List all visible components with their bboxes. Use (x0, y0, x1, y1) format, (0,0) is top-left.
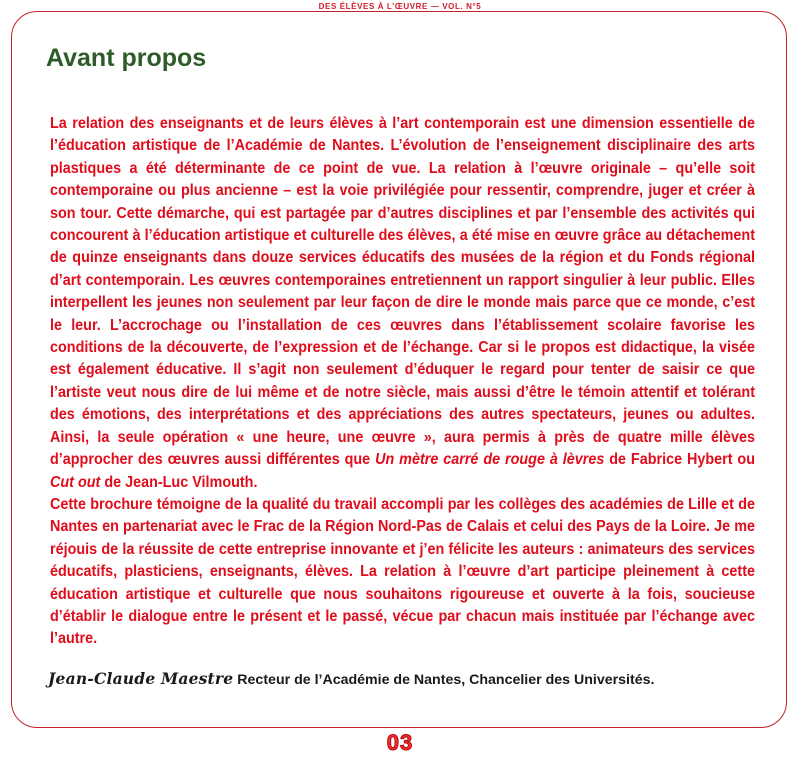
running-header (0, 2, 800, 11)
paragraph-1-text-end: de Jean-Luc Vilmouth. (100, 473, 258, 491)
page-title: Avant propos (46, 44, 207, 72)
artwork-title-1: Un mètre carré de rouge à lèvres (375, 451, 605, 469)
paragraph-1 (50, 113, 755, 494)
page-number: 03 (370, 730, 430, 756)
artwork-title-2: Cut out (50, 473, 101, 491)
running-header-text: DES ÉLÈVES À L’ŒUVRE — VOL. N°5 (313, 2, 488, 11)
body-text (50, 113, 755, 651)
signature-name: Jean-Claude Maestre (48, 669, 234, 688)
paragraph-2: Cette brochure témoigne de la qualité du travail accompli par les collèges des académies de Lille et de Nantes en partenariat avec le Frac de la Région Nord-Pas de Calais et celui des Pays de la Loire. Je me réjouis de la réussite de cette entreprise innovante et j’en félicite les auteurs : animateurs des services éducatifs, plasticiens, enseignants, élèves. La relation à l’œuvre d’art participe pleinement à cette éducation artistique et culturelle que nous souhaitons rigoureuse et ouverte à la fois, soucieuse d’établir le dialogue entre le présent et le passé, vécue par chacun mais instituée par l’échange avec l’autre. (50, 495, 755, 648)
signature-title: Recteur de l’Académie de Nantes, Chancelier des Universités. (233, 672, 655, 688)
signature-line (48, 669, 654, 688)
paragraph-1-text: La relation des enseignants et de leurs élèves à l’art contemporain est une dimension essentielle de l’éducation artistique de l’Académie de Nantes. L’évolution de l’enseignement disciplinaire des arts plastiques a été déterminante de ce point de vue. La relation à l’œuvre originale – qu’elle soit contemporaine ou plus ancienne – est la voie privilégiée pour ressentir, comprendre, juger et créer à son tour. Cette démarche, qui est partagée par d’autres disciplines et par l’ensemble des activités qui concourent à l’éducation artistique et culturelle des élèves, a été mise en œuvre grâce au détachement de quinze enseignants dans douze services éducatifs des musées de la région et du Fonds régional d’art contemporain. Les œuvres contemporaines entretiennent un rapport singulier à leur public. Elles interpellent les jeunes non seulement par leur façon de dire le monde mais parce que ce monde, c’est le leur. L’accrochage ou l’installation de ces œuvres dans l’établissement scolaire favorise les conditions de la découverte, de l’expression et de l’échange. Car si le propos est didactique, la visée est également éducative. Il s’agit non seulement d’éduquer le regard pour tenter de saisir ce que l’artiste veut nous dire de lui même et de notre siècle, mais aussi d’être le témoin attentif et tolérant des émotions, des interprétations et des appréciations des autres spectateurs, jeunes ou adultes. Ainsi, la seule opération « une heure, une œuvre », aura permis à près de quatre mille élèves d’approcher des œuvres aussi différentes que (50, 115, 755, 469)
paragraph-1-text-cont: de Fabrice Hybert ou (604, 451, 755, 469)
